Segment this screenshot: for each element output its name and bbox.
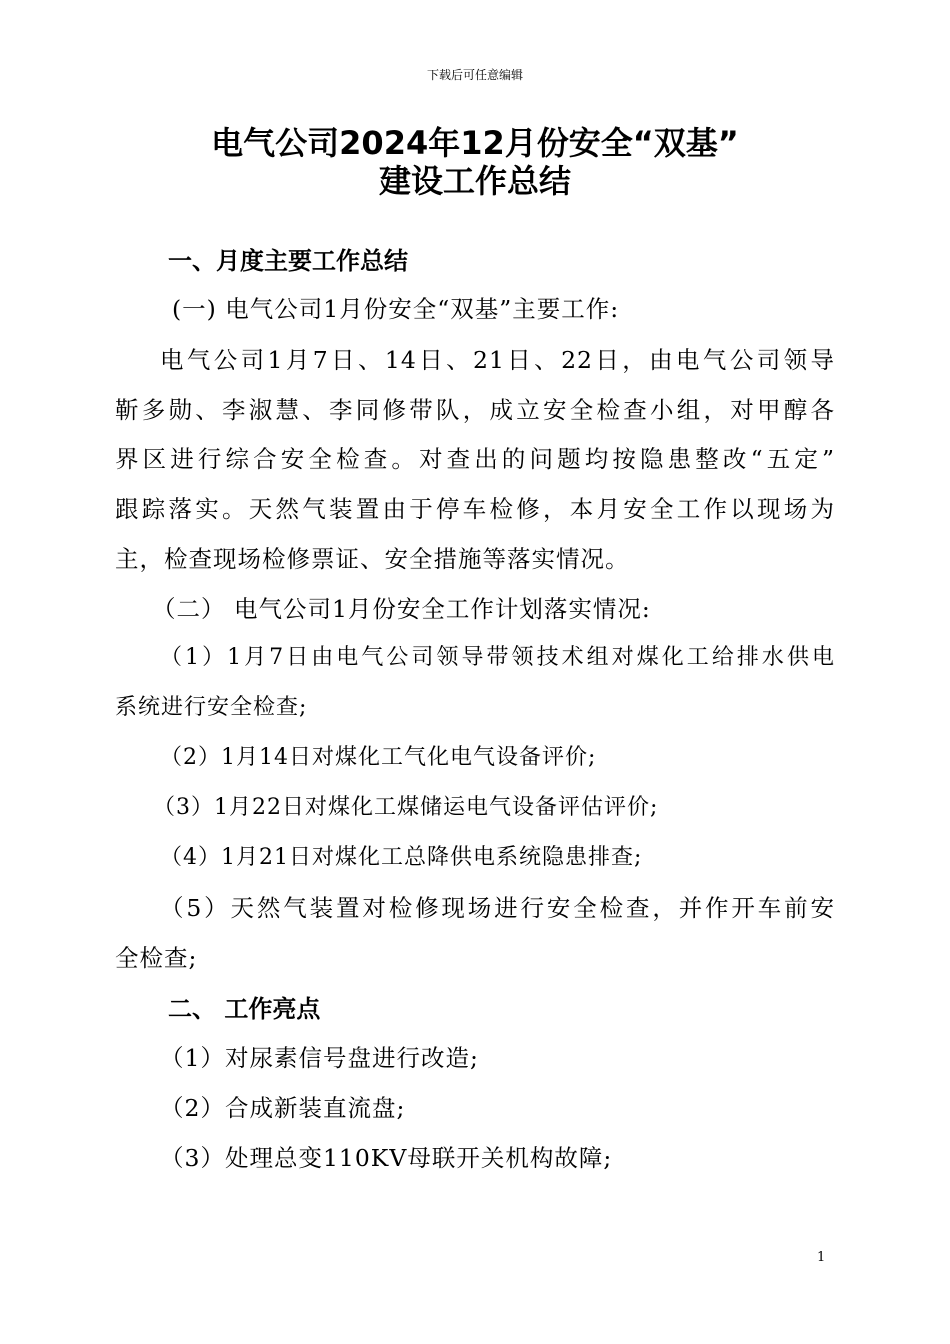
highlight-item: （1）对尿素信号盘进行改造; <box>160 1044 479 1072</box>
highlight-item: （2）合成新装直流盘; <box>160 1094 406 1122</box>
paragraph-line: 主，检查现场检修票证、安全措施等落实情况。 <box>115 545 630 573</box>
section-1-subheading-2: （二） 电气公司1月份安全工作计划落实情况: <box>152 595 651 623</box>
plan-item: （4）1月21日对煤化工总降供电系统隐患排查; <box>160 845 643 870</box>
section-2-heading: 二、 工作亮点 <box>168 995 321 1023</box>
plan-item: 系统进行安全检查; <box>115 695 308 720</box>
page-header: 下载后可任意编辑 <box>426 68 523 82</box>
plan-item: 全检查; <box>115 944 198 972</box>
section-1-heading: 一、月度主要工作总结 <box>168 247 408 275</box>
document-title-line-2: 建设工作总结 <box>378 162 571 200</box>
plan-item: （3）1月22日对煤化工煤储运电气设备评估评价; <box>153 795 659 820</box>
paragraph-line: 界区进行综合安全检查。对查出的问题均按隐患整改“五定” <box>115 445 835 473</box>
plan-item: （2）1月14日对煤化工气化电气设备评价; <box>160 745 597 770</box>
plan-item: （5）天然气装置对检修现场进行安全检查，并作开车前安 <box>160 894 835 922</box>
plan-item: （1）1月7日由电气公司领导带领技术组对煤化工给排水供电 <box>160 645 835 670</box>
paragraph-line: 靳多勋、李淑慧、李同修带队，成立安全检查小组，对甲醇各 <box>115 396 835 424</box>
document-title-line-1: 电气公司2024年12月份安全“双基” <box>211 124 739 162</box>
paragraph-line: 跟踪落实。天然气装置由于停车检修，本月安全工作以现场为 <box>115 495 835 523</box>
highlight-item: （3）处理总变110KV母联开关机构故障; <box>160 1144 613 1172</box>
paragraph-line: 电气公司1月7日、14日、21日、22日，由电气公司领导 <box>160 346 835 374</box>
section-1-subheading-1: (一) 电气公司1月份安全“双基”主要工作: <box>172 295 620 323</box>
page-number: 1 <box>817 1250 826 1265</box>
